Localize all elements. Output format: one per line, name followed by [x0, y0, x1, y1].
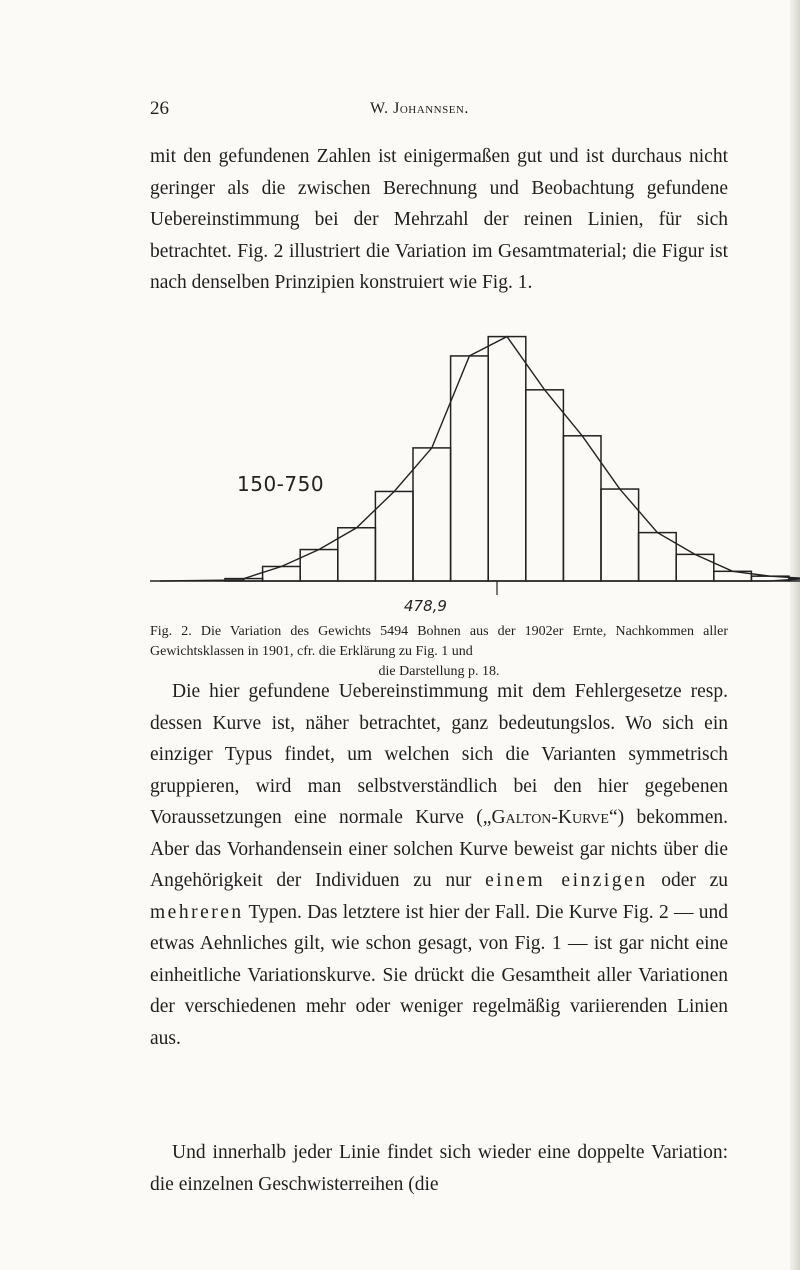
figure-caption — [150, 622, 728, 682]
histogram-bar — [338, 528, 376, 581]
emphasis-mehreren: mehreren — [150, 901, 244, 923]
paragraph-2-part-4: Typen. Das letztere ist hier der Fall. Die Kurve Fig. 2 — und etwas Aehnliches gilt, wie schon gesagt, von Fig. 1 — ist gar nicht eine einheitliche Variationskurve. Sie drückt die Gesamtheit aller Variationen der verschiedenen mehr oder weniger regelmäßig variierenden Linien aus. — [150, 901, 728, 1049]
curve-line — [160, 337, 800, 581]
histogram-bar — [751, 576, 789, 581]
histogram-bar — [300, 550, 338, 581]
histogram-bar — [375, 491, 413, 581]
histogram-bars — [150, 337, 800, 595]
page-header — [150, 98, 660, 122]
emphasis-einem-einzigen: einem einzigen — [485, 870, 648, 891]
range-label: 150-750 — [237, 472, 325, 496]
histogram-bar — [563, 436, 601, 581]
histogram-bar — [451, 356, 489, 581]
paragraph-1: mit den gefundenen Zahlen ist einigermaßen gut und ist durchaus nicht geringer als die zwischen Berechnung und Beobachtung gefundene Uebereinstimmung bei der Mehrzahl der reinen Linien, für sich betrachtet. Fig. 2 illustriert die Variation im Gesamtmaterial; die Figur ist nach denselben Prinzipien konstruiert wie Fig. 1. — [150, 146, 728, 293]
page-edge — [790, 0, 800, 1270]
paragraph-2 — [150, 676, 728, 1054]
histogram-bar — [488, 337, 526, 581]
running-title: W. Johannsen. — [370, 100, 469, 117]
mean-label: 478,9 — [404, 597, 447, 615]
histogram-bar — [714, 571, 752, 581]
page-number: 26 — [150, 98, 169, 119]
paragraph-2-part-1: Die hier gefundene Uebereinstimmung mit dem Fehlergesetze resp. dessen Kurve ist, näher betrachtet, ganz bedeutungslos. Wo sich ein einziger Typus findet, um welchen sich die Varianten symmetrisch gruppieren, wird man selbstverständlich bei den hier gegebenen Voraussetzungen eine normale Kurve („ — [150, 681, 728, 828]
histogram-bar — [526, 390, 564, 581]
histogram-bar — [413, 448, 451, 581]
caption-text: Fig. 2. Die Variation des Gewichts 5494 Bohnen aus der 1902er Ernte, Nachkommen aller Gewichtsklassen in 1901, cfr. die Erklärung zu Fig. 1 und — [150, 624, 728, 659]
histogram-bar — [676, 554, 714, 581]
normal-curve — [160, 337, 800, 581]
histogram-bar — [263, 566, 301, 581]
figure-2 — [0, 0, 800, 620]
histogram-bar — [639, 533, 677, 581]
histogram-bar — [601, 489, 639, 581]
paragraph-2-part-2: “) bekommen. Aber das Vorhandensein einer solchen Kurve beweist gar nichts über die Angehörigkeit der Individuen zu nur — [150, 807, 729, 891]
paragraph-3 — [150, 1137, 728, 1200]
paragraph-3-text: Und innerhalb jeder Linie findet sich wieder eine doppelte Variation: die einzelnen Geschwisterreihen (die — [150, 1142, 728, 1195]
histogram-chart — [0, 0, 800, 620]
paragraph-2-part-3: oder zu — [647, 870, 729, 891]
galton-term: Galton-Kurve — [491, 807, 609, 828]
histogram-bar — [225, 579, 263, 581]
caption-last-line: die Darstellung p. 18. — [378, 664, 500, 679]
